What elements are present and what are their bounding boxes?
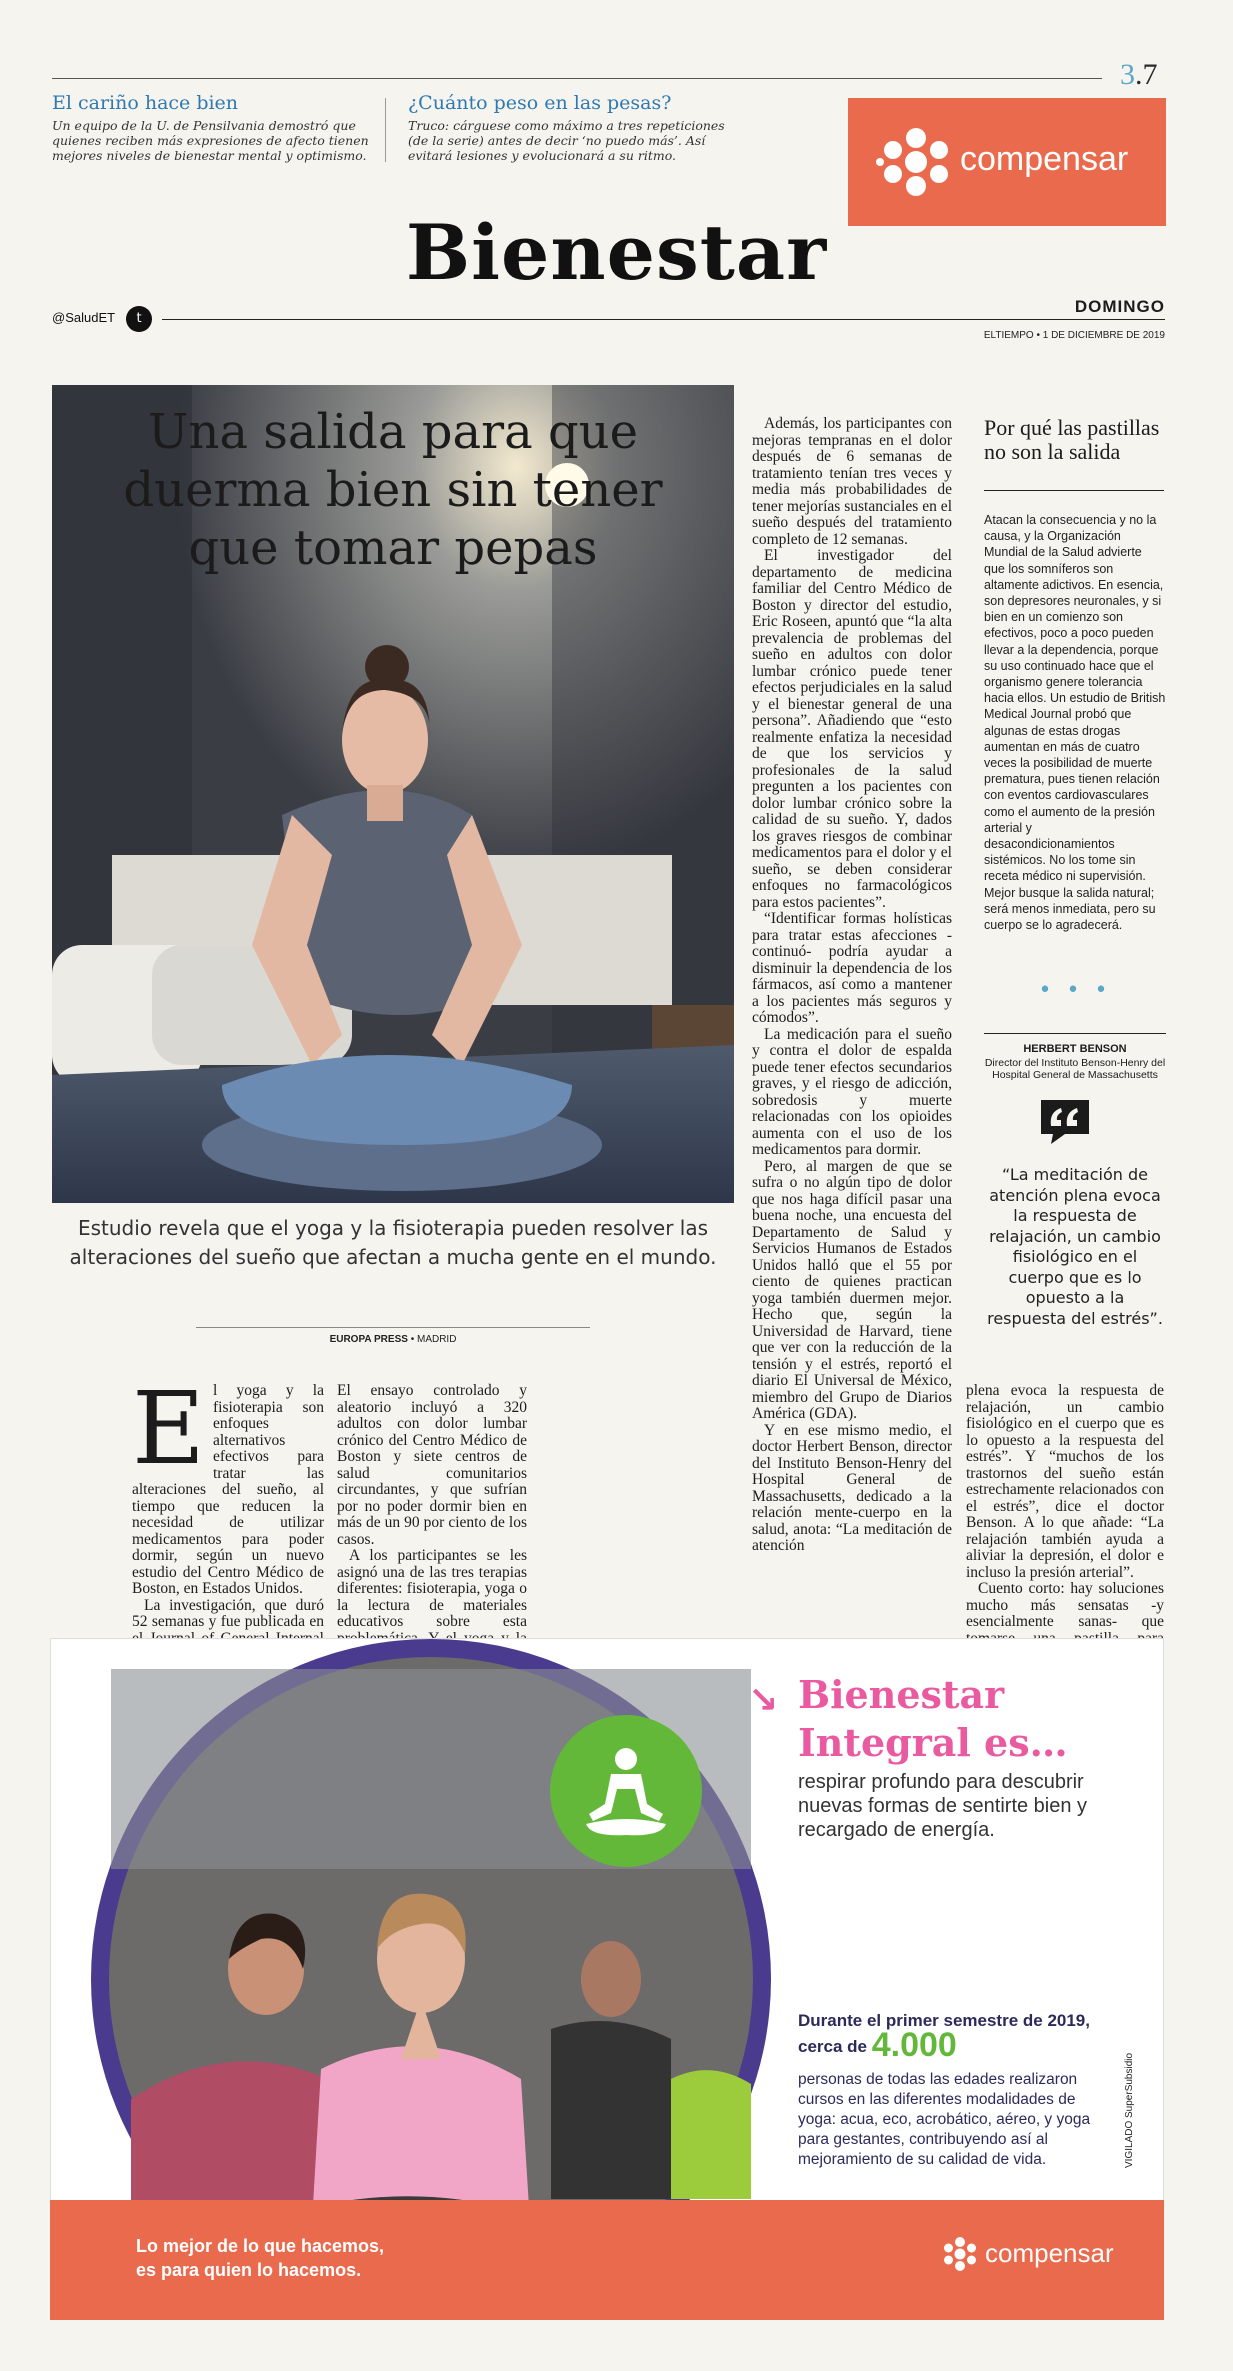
compensar-logo-icon [876,126,956,198]
compensar-logo-icon [940,2236,980,2272]
compensar-banner[interactable] [848,98,1166,226]
paragraph: La medicación para el sueño y contra el dolor de espalda puede tener efectos secundarios graves, y el riesgo de adicción, sobredosis y muerte relacionadas con los opioides aumenta con el uso de los medicamentos para dormir. [752,1025,952,1158]
teaser-text: Truco: cárguese como máximo a tres repeticiones (de la serie) antes de decir ‘no puedo más’. Así evitará lesiones y evolucionará a su ritmo. [408,118,725,163]
article-column-3 [752,416,952,1555]
article-column-4 [966,1383,1164,1664]
dateline: ELTIEMPO • 1 DE DICIEMBRE DE 2019 [983,330,1165,341]
paragraph: Además, los participantes con mejoras tempranas en el dolor después de 6 semanas de tratamiento tenían tres veces y media más probabilidades de tener mejorías sustanciales en el sueño después del tratamiento completo de 12 semanas. [752,415,952,548]
brand-name: compensar [960,140,1129,178]
vigilado-supersubsidio-mark [1118,2012,1138,2172]
drop-cap: E [132,1370,205,1487]
quote-author: HERBERT BENSON [1023,1043,1127,1055]
paragraph: l yoga y la fisioterapia son enfoques alternativos efectivos para tratar las alteraciones del sueño, al tiempo que reducen la necesidad de utilizar medicamentos para poder dormir, según un nuevo estudio del Centro Médico de Boston, en Estados Unidos. [132,1382,324,1597]
separator-dots: • • • [1038,978,1112,1003]
section-title: Bienestar [405,208,828,297]
paragraph: La investigación, que duró 52 semanas y fue publicada en [132,1596,324,1630]
teaser-text: Un equipo de la U. de Pensilvania demostró que quienes reciben más expresiones de afecto tienen mejores niveles de bienestar mental y optimismo. [52,118,369,163]
header-rule [162,319,1165,320]
article-headline: Una salida para que duerma bien sin tener que tomar pepas [123,404,663,576]
ad-stat: Durante el primer semestre de 2019, cerca de 4.000 [798,2011,1090,2064]
teaser-divider [385,98,386,162]
ad-stat-number: 4.000 [871,2026,957,2064]
ad-brand-name: compensar [985,2238,1114,2268]
paragraph: Y en ese mismo medio, el doctor Herbert Benson, director del Instituto Benson-Henry del Hospital General de Massachusetts, dedicado a la relación mente-cuerpo en la salud, anota: “La meditación de atención [752,1421,952,1554]
caption-rule [196,1327,590,1328]
teaser-2[interactable] [408,92,728,163]
social-handle[interactable]: @SaludET [52,310,116,325]
paragraph: El ensayo controlado y aleatorio incluyó a 320 adultos con dolor lumbar crónico del Centro Médico de Boston y siete centros de salud comunitarios circundantes, y que sufrían por no poder dormir bien en más de un 90 por ciento de los casos. [337,1382,527,1548]
ad-slogan: Lo mejor de lo que hacemos, es para quien lo hacemos. [136,2236,385,2280]
byline: EUROPA PRESS • MADRID [329,1334,457,1345]
arrow-down-right-icon: ↘ [748,1680,779,1721]
svg-text:VIGILADO SuperSubsidio: VIGILADO SuperSubsidio [1124,2052,1135,2168]
ad-stat-description: personas de todas las edades realizaron cursos en las diferentes modalidades de yoga: acua, eco, acrobático, aéreo, y yoga para gestantes, contribuyendo así al mejoramiento de su calidad de vida. [798,2071,1091,2168]
page-number: 3.7 [1120,58,1158,91]
paragraph: Cuento corto: hay soluciones mucho más sensatas -y esencialmente sanas- que [966,1580,1164,1630]
paragraph: “Identificar formas holísticas para tratar estas afecciones -continuó- podría ayudar a disminuir la dependencia de los fármacos, así como a mantener a los pacientes más seguros y cómodos”. [752,910,952,1026]
teaser-1[interactable] [52,92,372,163]
quote-rule [984,1033,1166,1034]
top-rule [52,78,1102,79]
teaser-title: ¿Cuánto peso en las pesas? [408,92,672,114]
photo-caption: Estudio revela que el yoga y la fisioterapia pueden resolver las alteraciones del sueño que afectan a mucha gente en el mundo. [69,1216,717,1269]
ad-headline: Bienestar Integral es… [798,1672,1068,1765]
quote-icon [1037,1096,1093,1146]
sidebar-rule [984,490,1164,491]
quote-author-role: Director del Instituto Benson-Henry del Hospital General de Massachusetts [984,1057,1166,1081]
sidebar-text: Atacan la consecuencia y no la causa, y la Organización Mundial de la Salud advierte que los somníferos son altamente adictivos. En esencia, son depresores neuronales, y si bien en un comienzo son efectivos, poco a poco pueden llevar a la dependencia, porque su uso continuado hace que el organismo genere tolerancia hacia ellos. Un estudio de British Medical Journal probó que algunas de estas drogas aumentan en más de cuatro veces la posibilidad de muerte prematura, pues tienen relación con eventos cardiovasculares como el aumento de la presión arterial y desacondicionamientos sistémicos. No los tome sin receta médico ni supervisión. Mejor busque la salida natural; será menos inmediata, pero su cuerpo se lo agradecerá. [984,513,1166,933]
sidebar-title: Por qué las pastillas no son la salida [984,415,1160,464]
paragraph: A los participantes se les asignó una de las tres terapias diferentes: fisioterapia, yoga o la lectura de materiales educativos sobre esta [337,1547,527,1630]
weekday: DOMINGO [1074,297,1165,316]
paragraph: El investigador del departamento de medicina familiar del Centro Médico de Boston y director del estudio, Eric Roseen, apuntó que “la alta prevalencia de problemas del sueño en adultos con dolor lumbar crónico puede tener efectos perjudiciales en la salud y el bienestar general de una persona”. Añadiendo que “esto realmente enfatiza la necesidad de que los servicios y profesionales de la salud pregunten a los pacientes con dolor lumbar crónico sobre la calidad de su sueño. Y, dados los graves riesgos de combinar medicamentos para el dolor y el sueño, se deben considerar enfoques no farmacológicos para estos pacientes”. [752,547,952,911]
paragraph: Pero, al margen de que se sufra o no algún tipo de dolor que nos haga difícil pasar una buena noche, una encuesta del Departamento de Salud y Servicios Humanos de Estados Unidos halló que el 55 por ciento de quienes practican yoga también duermen mejor. Hecho que, según la Universidad de Harvard, tiene que ver con la reducción de la tensión y el estrés, reportó el diario El Universal de México, miembro del Grupo de Diarios América (GDA). [752,1157,952,1422]
twitter-icon[interactable]: t [126,306,152,332]
pull-quote: “La meditación de atención plena evoca la respuesta de relajación, un cambio fisiológico en el cuerpo que es lo opuesto a la respuesta del estrés”. [987,1165,1163,1328]
ad-subtitle: respirar profundo para descubrir nuevas formas de sentirte bien y recargado de energía. [798,1771,1088,1841]
paragraph: plena evoca la respuesta de relajación, un cambio fisiológico en el cuerpo que es lo opuesto a la respuesta del estrés”. Y “muchos de los trastornos del sueño están estrechamente relacionados con el estrés”, dice el doctor Benson. A lo que añade: “La relajación también ayuda a aliviar la depresión, el dolor e incluso la presión arterial”. [966,1382,1164,1581]
teaser-title: El cariño hace bien [52,92,239,114]
